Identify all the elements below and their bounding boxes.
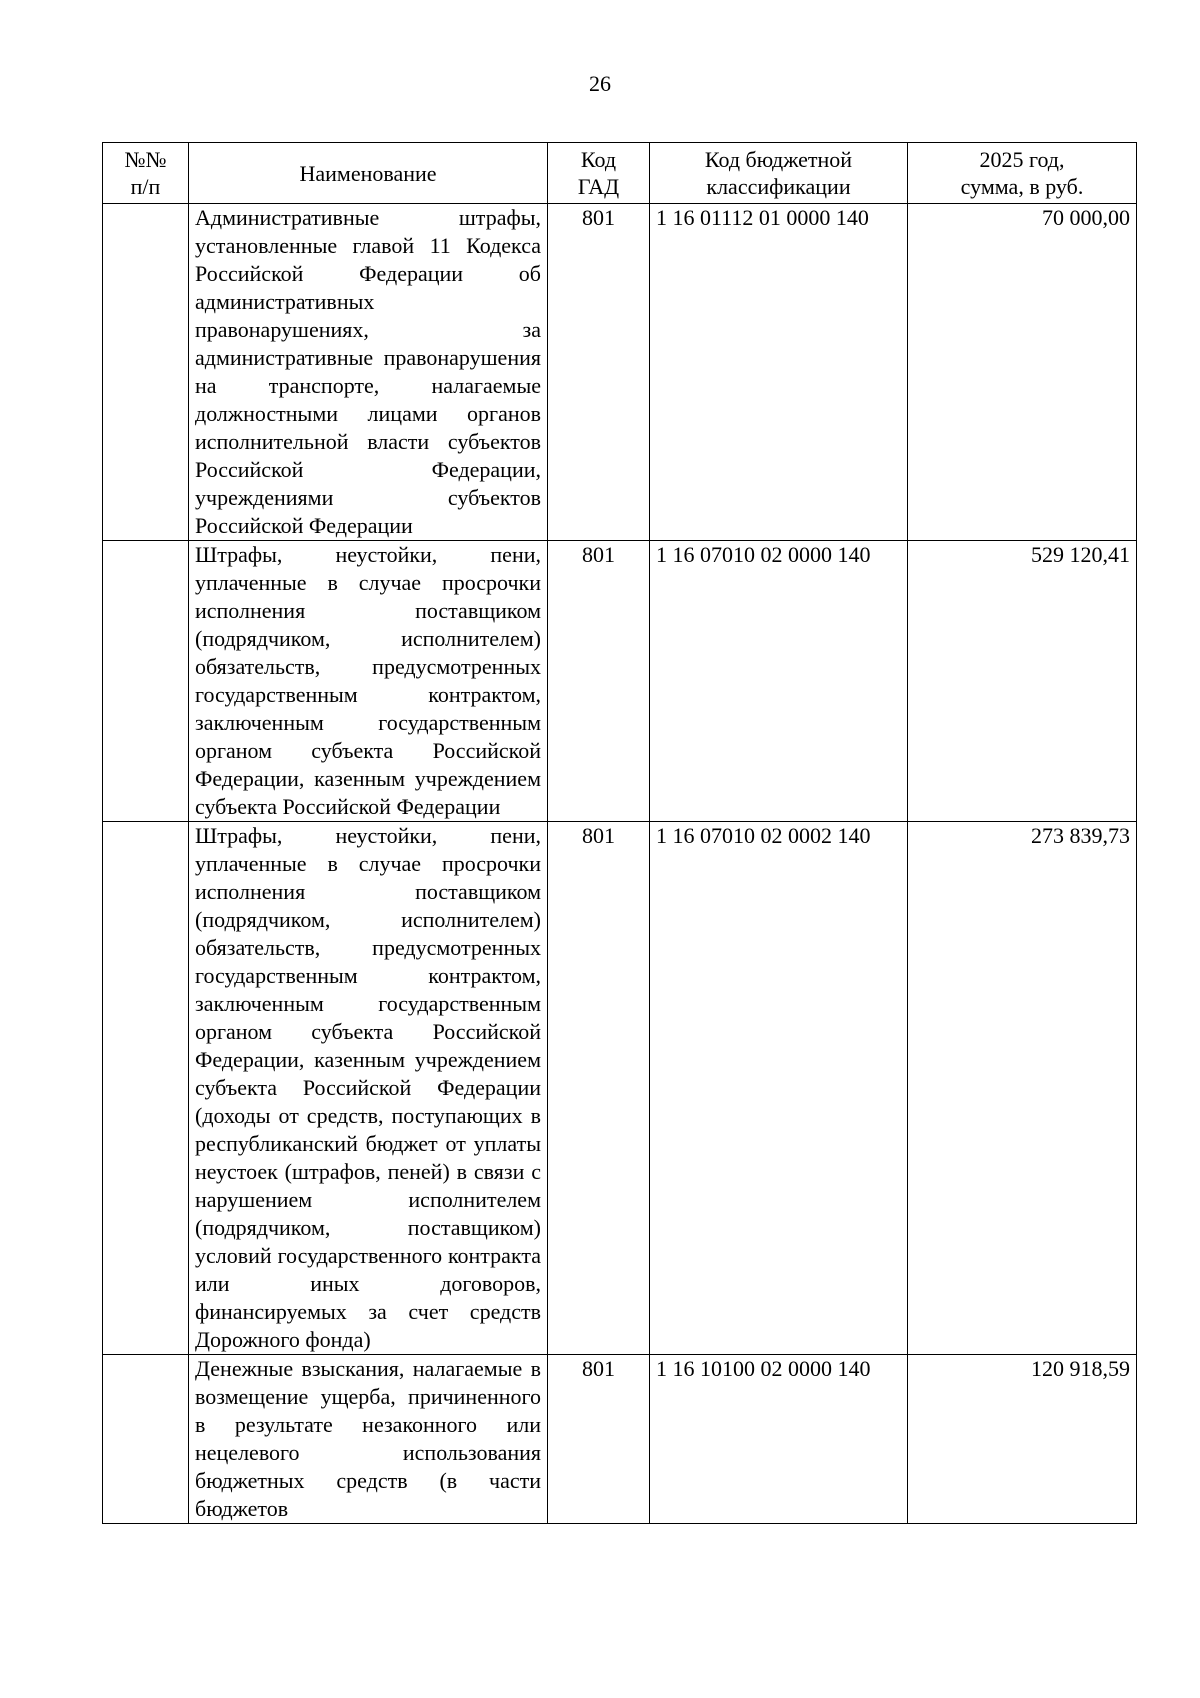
page-number: 26: [589, 71, 611, 96]
row-number-cell: [103, 204, 189, 541]
row-kbk-cell: 1 16 07010 02 0000 140: [650, 541, 908, 822]
header-amount-line2: сумма, в руб.: [960, 174, 1084, 199]
header-amount-line1: 2025 год,: [979, 147, 1065, 172]
row-number-cell: [103, 822, 189, 1355]
header-name-text: Наименование: [299, 160, 437, 186]
row-gad-cell: 801: [548, 822, 650, 1355]
row-amount-cell: 70 000,00: [908, 204, 1137, 541]
row-amount-cell: 529 120,41: [908, 541, 1137, 822]
header-gad-line2: ГАД: [577, 174, 620, 199]
header-gad-line1: Код: [580, 147, 617, 172]
table-row: [103, 541, 1137, 822]
row-kbk-cell: 1 16 01112 01 0000 140: [650, 204, 908, 541]
row-gad-cell: 801: [548, 541, 650, 822]
header-amount: [908, 143, 1137, 204]
header-number: [103, 143, 189, 204]
row-kbk-cell: 1 16 07010 02 0002 140: [650, 822, 908, 1355]
header-gad: [548, 143, 650, 204]
row-amount-cell: 120 918,59: [908, 1355, 1137, 1524]
table-row: [103, 204, 1137, 541]
header-kbk-line1: Код бюджетной: [704, 147, 853, 172]
row-gad-cell: 801: [548, 204, 650, 541]
table-header-row: [103, 143, 1137, 204]
row-gad-cell: 801: [548, 1355, 650, 1524]
row-kbk-cell: 1 16 10100 02 0000 140: [650, 1355, 908, 1524]
row-name-cell: Денежные взыскания, налагаемые в возмещение ущерба, причиненного в результате незаконного или нецелевого использования бюджетных средств (в части бюджетов: [189, 1355, 548, 1524]
table-row: [103, 1355, 1137, 1524]
row-name-cell: Штрафы, неустойки, пени, уплаченные в случае просрочки исполнения поставщиком (подрядчиком, исполнителем) обязательств, предусмотренных государственным контрактом, заключенным государственным органом субъекта Российской Федерации, казенным учреждением субъекта Российской Федерации (доходы от средств, поступающих в республиканский бюджет от уплаты неустоек (штрафов, пеней) в связи с нарушением исполнителем (подрядчиком, поставщиком) условий государственного контракта или иных договоров, финансируемых за счет средств Дорожного фонда): [189, 822, 548, 1355]
revenue-table: [102, 142, 1137, 1524]
header-kbk: [650, 143, 908, 204]
row-name-cell: Штрафы, неустойки, пени, уплаченные в случае просрочки исполнения поставщиком (подрядчиком, исполнителем) обязательств, предусмотренных государственным контрактом, заключенным государственным органом субъекта Российской Федерации, казенным учреждением субъекта Российской Федерации: [189, 541, 548, 822]
row-number-cell: [103, 541, 189, 822]
header-name: [189, 143, 548, 204]
header-number-line2: п/п: [130, 174, 161, 199]
table-row: [103, 822, 1137, 1355]
row-amount-cell: 273 839,73: [908, 822, 1137, 1355]
header-number-line1: №№: [124, 147, 167, 172]
row-number-cell: [103, 1355, 189, 1524]
header-kbk-line2: классификации: [706, 174, 851, 199]
row-name-cell: Административные штрафы, установленные главой 11 Кодекса Российской Федерации об административных правонарушениях, за административные правонарушения на транспорте, налагаемые должностными лицами органов исполнительной власти субъектов Российской Федерации, учреждениями субъектов Российской Федерации: [189, 204, 548, 541]
